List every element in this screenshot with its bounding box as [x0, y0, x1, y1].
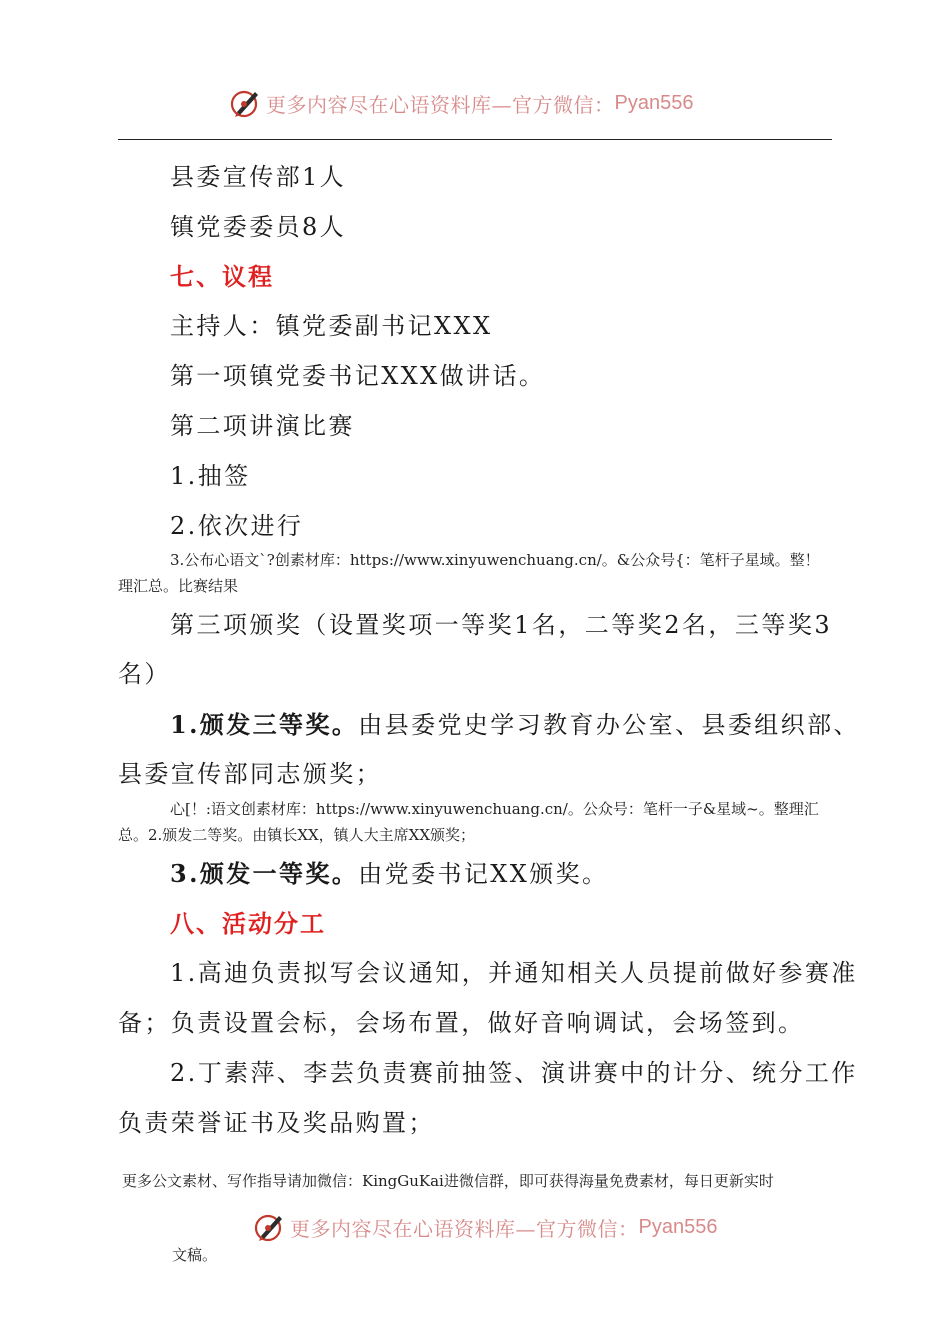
text-line [170, 710, 860, 739]
watermark-text: 更多内容尽在心语资料库—官方微信： [266, 92, 615, 117]
text-line: 负责荣誉证书及奖品购置； [118, 1109, 435, 1137]
text-line: 1.抽签 [170, 462, 251, 490]
footer-note: 更多公文素材、写作指导请加微信：KingGuKai进微信群，即可获得海量免费素材，每日更新实时 [122, 1172, 774, 1190]
footer-note: 文稿。 [172, 1246, 218, 1264]
text-line [170, 859, 832, 888]
bold-lead: 1.颁发三等奖。 [170, 710, 359, 739]
small-text-line: 3.公布心语文`?创素材库：https://www.xinyuwenchuang.cn/。&公众号{：笔杆子星域。整！ [170, 551, 820, 569]
watermark-footer [252, 1210, 717, 1244]
text-line: 第三项颁奖（设置奖项一等奖1名，二等奖2名，三等奖3 [170, 611, 832, 639]
section-heading-division: 八、活动分工 [170, 909, 326, 938]
small-text-line: 理汇总。比赛结果 [118, 577, 239, 595]
text-line: 1.高迪负责拟写会议通知，并通知相关人员提前做好参赛准 [170, 959, 858, 987]
text-line: 名） [118, 660, 171, 688]
text-line: 镇党委委员8人 [170, 213, 347, 241]
text-line: 第二项讲演比赛 [170, 412, 355, 440]
text-line: 2.依次进行 [170, 512, 304, 540]
watermark-id: Pyan556 [638, 1215, 718, 1238]
watermark-id: Pyan556 [614, 91, 694, 114]
section-heading-agenda: 七、议程 [170, 262, 274, 291]
text-line: 县委宣传部1人 [170, 163, 347, 191]
watermark-header [228, 86, 693, 120]
line-rest: 由县委党史学习教育办公室、县委组织部、 [358, 711, 860, 739]
text-line: 2.丁素萍、李芸负责赛前抽签、演讲赛中的计分、统分工作 [170, 1059, 858, 1087]
pen-logo-icon [228, 86, 262, 120]
pen-logo-icon [252, 1210, 286, 1244]
small-text-line: 总。2.颁发二等奖。由镇长XX，镇人大主席XX颁奖； [118, 826, 476, 844]
header-rule [118, 139, 832, 140]
text-line: 县委宣传部同志颁奖； [118, 760, 382, 788]
small-text-line: 心[！:语文创素材库：https://www.xinyuwenchuang.cn/。公众号：笔杆一子&星域~。整理汇 [170, 800, 819, 818]
watermark-text: 更多内容尽在心语资料库—官方微信： [290, 1216, 639, 1241]
text-line: 第一项镇党委书记XXX做讲话。 [170, 362, 546, 390]
line-rest: 由党委书记XX颁奖。 [358, 860, 609, 888]
bold-lead: 3.颁发一等奖。 [170, 859, 359, 888]
text-line: 备；负责设置会标，会场布置，做好音响调试，会场签到。 [118, 1009, 805, 1037]
text-line: 主持人：镇党委副书记XXX [170, 312, 493, 340]
